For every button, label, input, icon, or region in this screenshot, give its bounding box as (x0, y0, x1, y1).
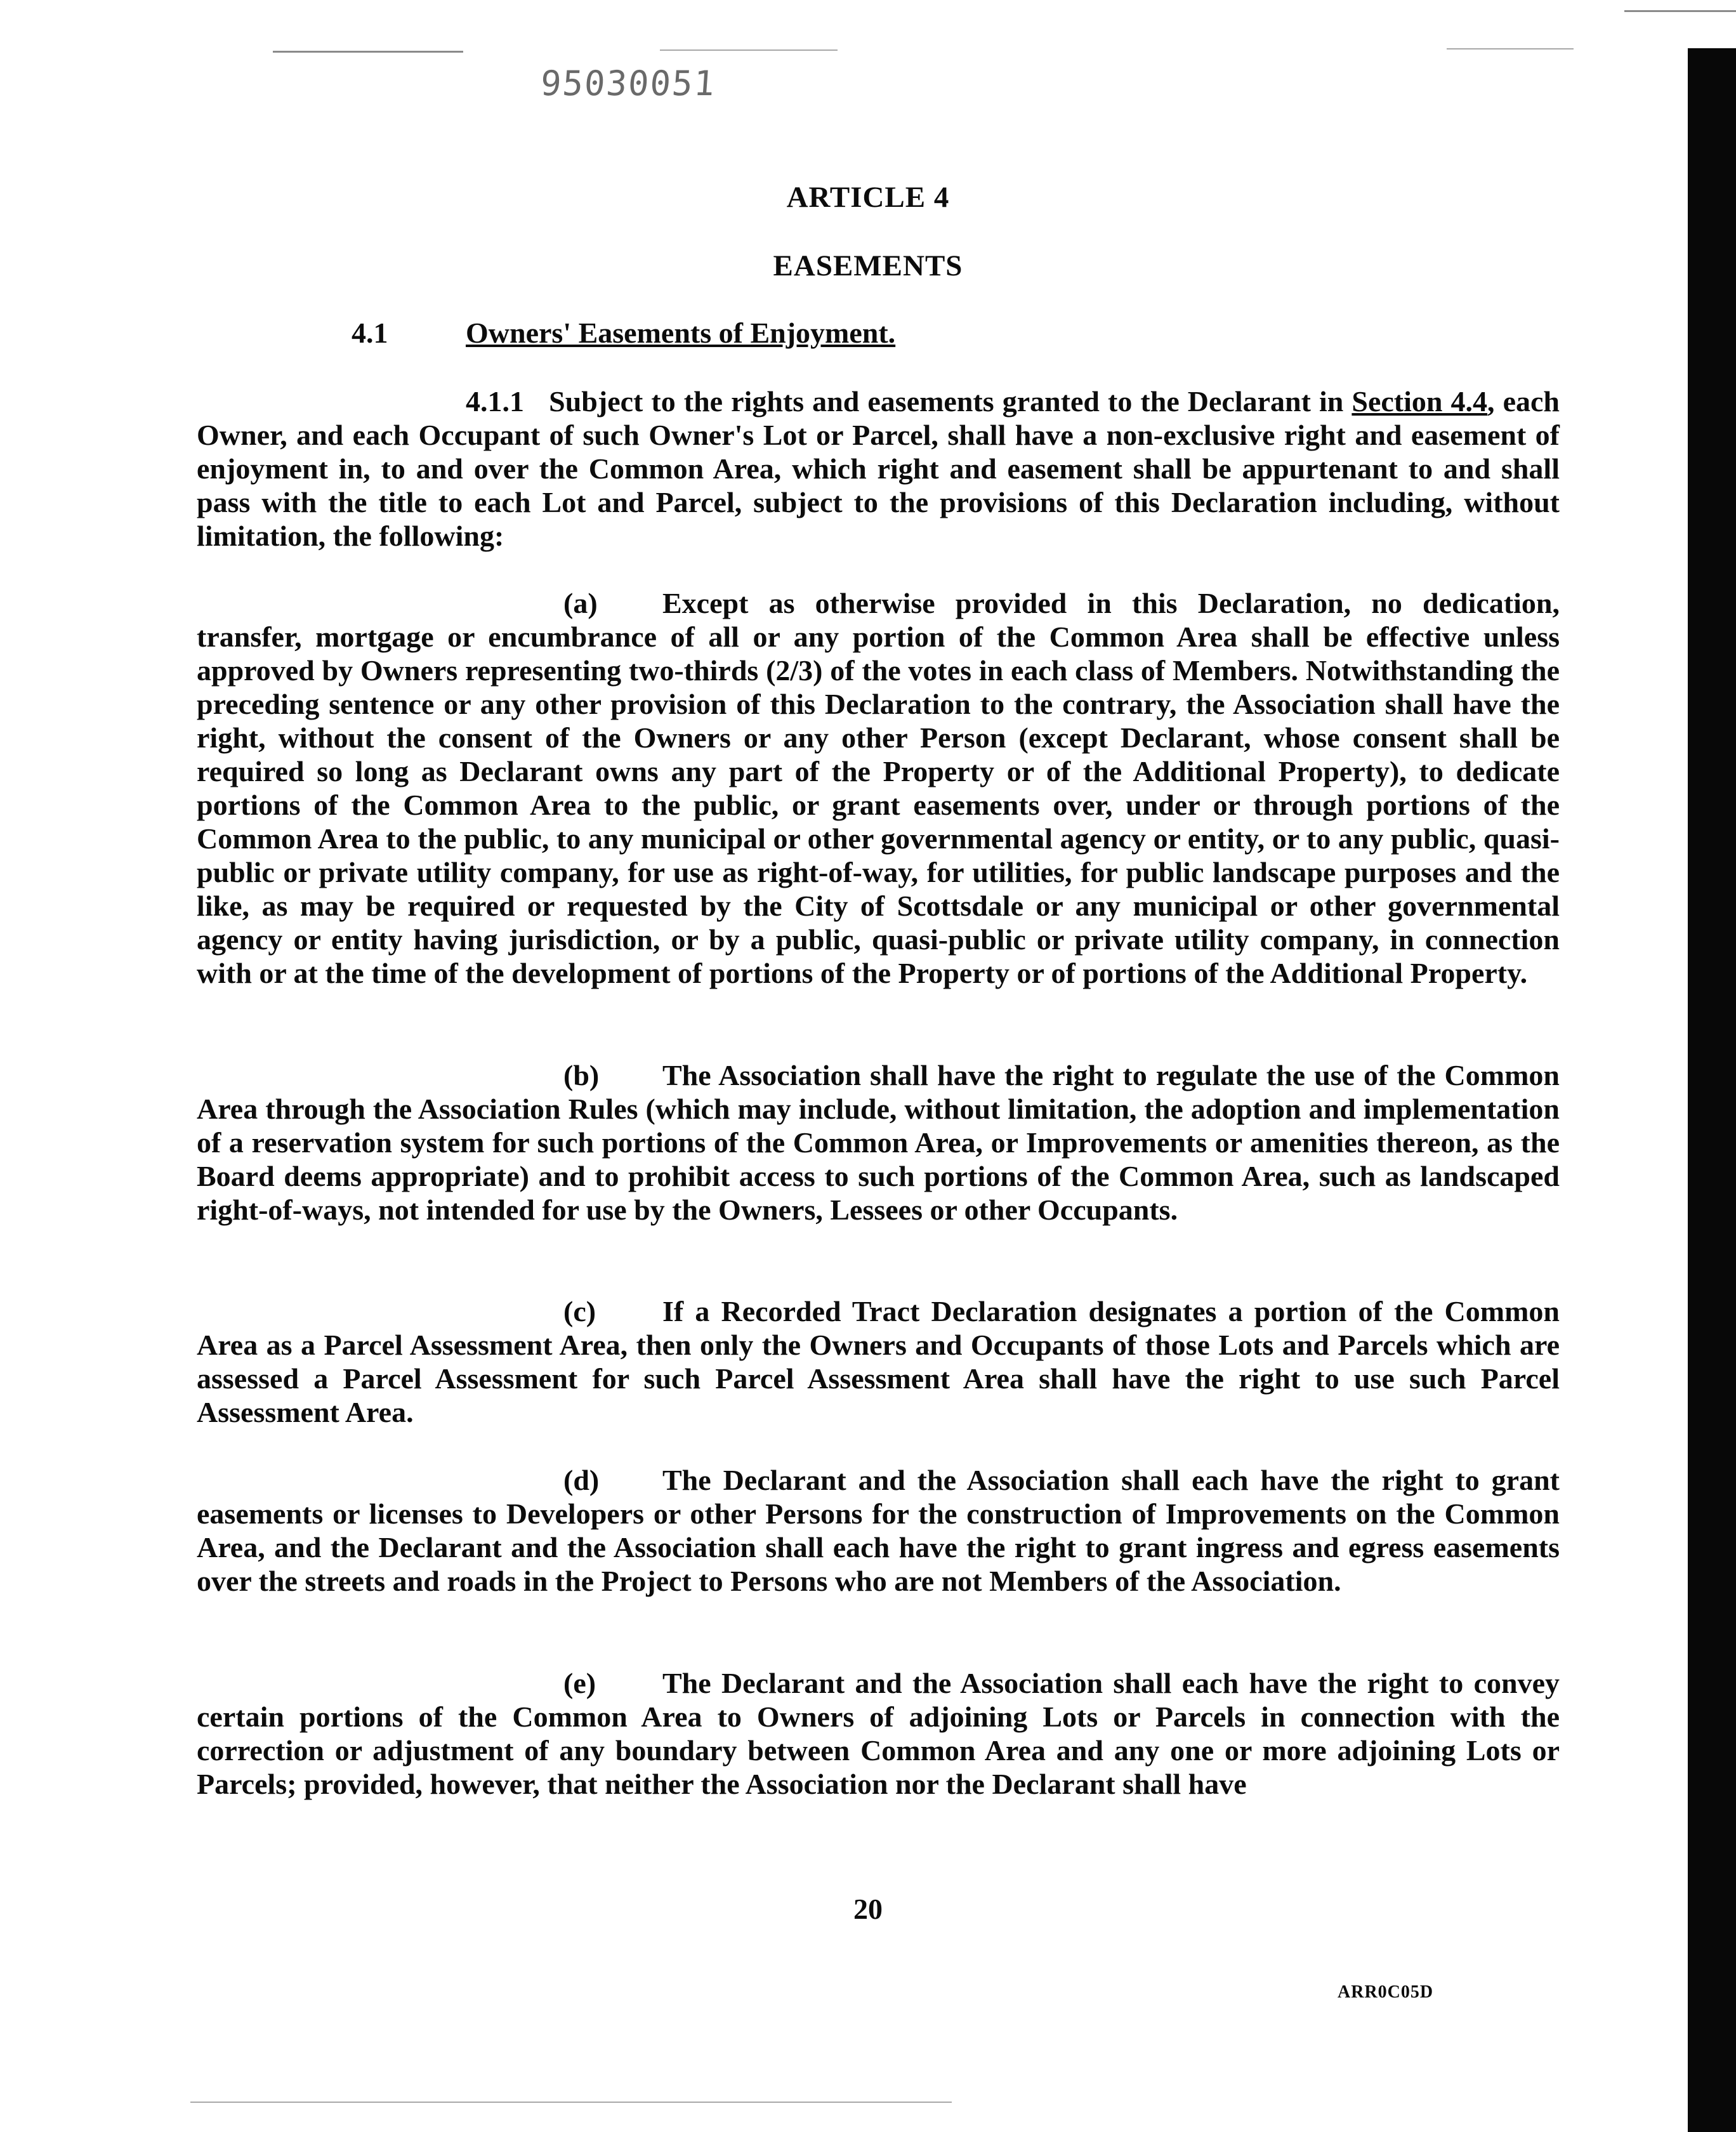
scan-artifact-top-left (273, 51, 463, 53)
section-heading (352, 316, 895, 350)
section-title: Owners' Easements of Enjoyment. (466, 317, 896, 349)
document-stamp-number: 95030051 (539, 63, 718, 103)
page-number: 20 (853, 1893, 883, 1925)
section-reference-link: Section 4.4 (1351, 385, 1488, 418)
item-text: Except as otherwise provided in this Declaration, no dedication, transfer, mortgage or encumbrance of all or any portion of the Common Area shall be effective unless approved by Owners representing two-thirds (2/3) of the votes in each class of Members. Notwithstanding the preceding sentence or any other provision of this Declaration to the contrary, the Association shall have the right, without the consent of the Owners or any other Person (except Declarant, whose consent shall be required so long as Declarant owns any part of the Property or of the Additional Property), to dedicate portions of the Common Area to the public, or grant easements over, under or through portions of the Common Area to the public, to any municipal or other governmental agency or entity, or to any public, quasi-public or private utility company, for use as right-of-way, for utilities, for public landscape purposes and the like, as may be required or requested by the City of Scottsdale or any municipal or other governmental agency or entity having jurisdiction, or by a public, quasi-public or private utility company, in connection with or at the time of the development of portions of the Property or of portions of the Additional Property. (197, 587, 1560, 989)
subsection-text-end: , each Owner, and each Occupant of such Owner's Lot or Parcel, shall have a non-exclusive right and easement of enjoyment in, to and over the Common Area, which right and easement shall be appurtenant to and shall pass with the title to each Lot and Parcel, subject to the provisions of this Declaration including, without limitation, the following: (197, 385, 1560, 552)
article-subheading: EASEMENTS (773, 249, 963, 282)
item-label: (e) (563, 1667, 596, 1699)
item-label: (a) (563, 587, 598, 619)
scan-edge-bar (1688, 48, 1736, 2132)
item-paragraph-b (197, 1058, 1560, 1227)
item-label: (c) (563, 1295, 596, 1327)
document-code: ARR0C05D (1338, 1982, 1434, 2002)
item-paragraph-a (197, 586, 1560, 990)
scan-artifact-bottom (190, 2102, 952, 2103)
item-text: The Declarant and the Association shall each have the right to grant easements or licenses to Developers or other Persons for the construction of Improvements on the Common Area, and the Declarant and the Association shall each have the right to grant ingress and egress easements over the streets and roads in the Project to Persons who are not Members of the Association. (197, 1464, 1560, 1597)
item-text: The Association shall have the right to regulate the use of the Common Area through the Association Rules (which may include, without limitation, the adoption and implementation of a reservation system for such portions of the Common Area, or Improvements or amenities thereon, as the Board deems appropriate) and to prohibit access to such portions of the Common Area, such as landscaped right-of-ways, not intended for use by the Owners, Lessees or other Occupants. (197, 1059, 1560, 1226)
item-label: (b) (563, 1059, 600, 1091)
subsection-number: 4.1.1 (466, 385, 524, 418)
article-heading: ARTICLE 4 (786, 181, 950, 214)
subsection-text-start: Subject to the rights and easements granted to the Declarant in (549, 385, 1352, 418)
scan-artifact-top-right (1447, 48, 1574, 49)
scan-artifact-top-corner (1624, 10, 1736, 12)
item-text: If a Recorded Tract Declaration designates a portion of the Common Area as a Parcel Assessment Area, then only the Owners and Occupants of those Lots and Parcels which are assessed a Parcel Assessment for such Parcel Assessment Area shall have the right to use such Parcel Assessment Area. (197, 1295, 1560, 1428)
subsection-paragraph (197, 385, 1560, 553)
section-number: 4.1 (352, 317, 388, 349)
item-text: The Declarant and the Association shall each have the right to convey certain portions of the Common Area to Owners of adjoining Lots or Parcels in connection with the correction or adjustment of any boundary between Common Area and any one or more adjoining Lots or Parcels; provided, however, that neither the Association nor the Declarant shall have (197, 1667, 1560, 1800)
item-paragraph-d (197, 1463, 1560, 1598)
item-label: (d) (563, 1464, 600, 1496)
item-paragraph-e (197, 1666, 1560, 1801)
item-paragraph-c (197, 1294, 1560, 1429)
scan-artifact-top-mid (660, 49, 838, 51)
